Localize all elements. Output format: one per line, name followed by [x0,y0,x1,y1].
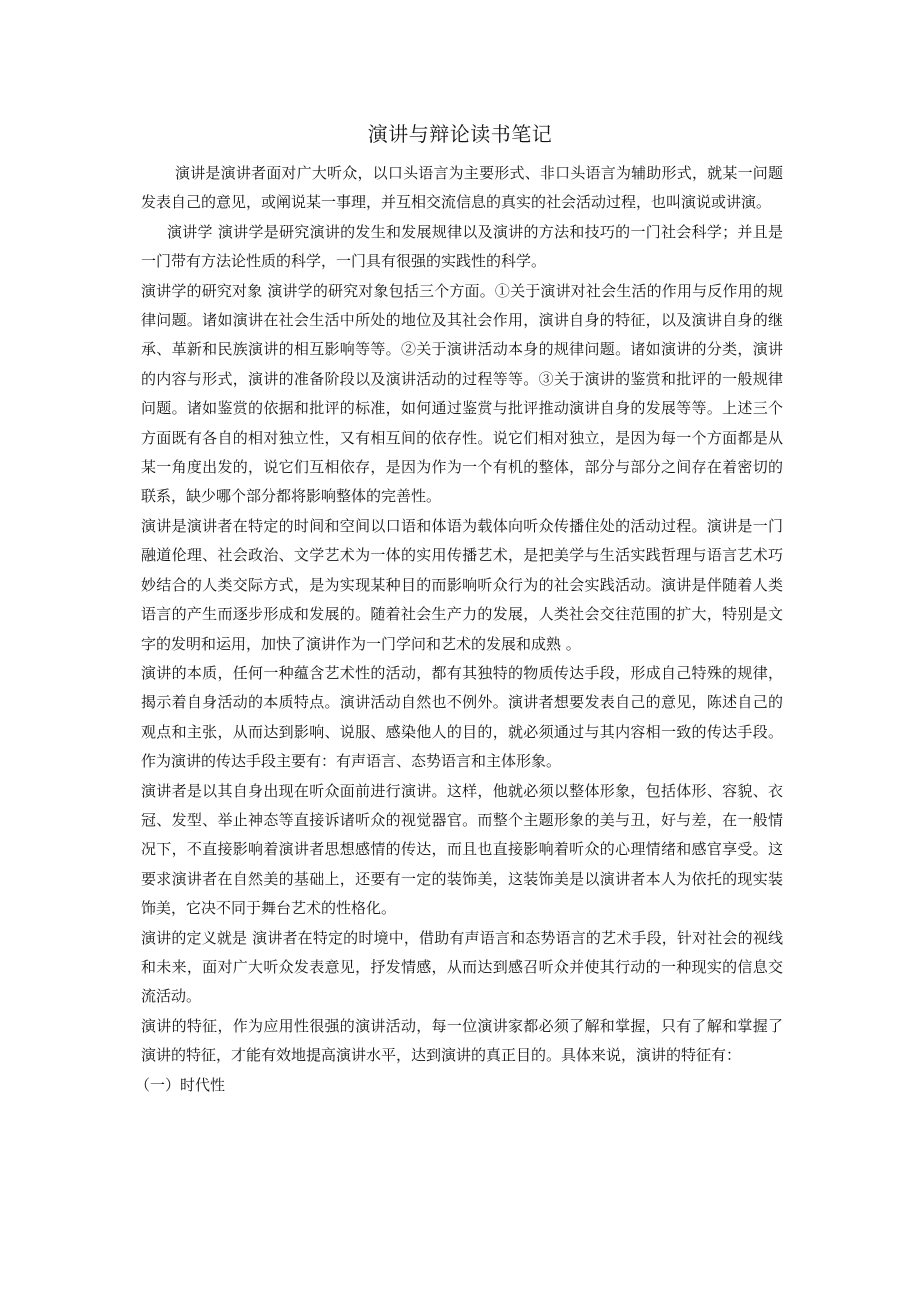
document-body [135,159,783,1100]
paragraph-definition: 演讲是演讲者面对广大听众，以口头语言为主要形式、非口头语言为辅助形式，就某一问题发表自己的意见，或阐说某一事理，并互相交流信息的真实的社会活动过程，也叫演说或讲演。 [141,164,783,212]
paragraph-speech-definition: 演讲的定义就是 演讲者在特定的时境中，借助有声语言和态势语言的艺术手段，针对社会的视线和未来，面对广大听众发表意见，抒发情感，从而达到感召听众并使其行动的一种现实的信息交流活动。 [141,928,783,1006]
paragraph-speech-process: 演讲是演讲者在特定的时间和空间以口语和体语为载体向听众传播住处的活动过程。演讲是一门融道伦理、社会政治、文学艺术为一体的实用传播艺术，是把美学与生活实践哲理与语言艺术巧妙结合的人类交际方式，是为实现某种目的而影响听众行为的社会实践活动。演讲是伴随着人类语言的产生而逐步形成和发展的。随着社会生产力的发展，人类社会交往范围的扩大，特别是文字的发明和运用，加快了演讲作为一门学问和艺术的发展和成熟 。 [141,516,783,653]
paragraph-research-objects: 演讲学的研究对象 演讲学的研究对象包括三个方面。①关于演讲对社会生活的作用与反作用的规律问题。诸如演讲在社会生活中所处的地位及其社会作用，演讲自身的特征，以及演讲自身的继承、革新和民族演讲的相互影响等等。②关于演讲活动本身的规律问题。诸如演讲的分类，演讲的内容与形式，演讲的准备阶段以及演讲活动的过程等等。③关于演讲的鉴赏和批评的一般规律问题。诸如鉴赏的依据和批评的标准，如何通过鉴赏与批评推动演讲自身的发展等等。上述三个方面既有各自的相对独立性，又有相互间的依存性。说它们相对独立，是因为每一个方面都是从某一角度出发的，说它们互相依存，是因为作为一个有机的整体，部分与部分之间存在着密切的联系，缺少哪个部分都将影响整体的完善性。 [141,281,783,506]
paragraph-speech-features: 演讲的特征，作为应用性很强的演讲活动，每一位演讲家都必须了解和掌握，只有了解和掌握了演讲的特征，才能有效地提高演讲水平，达到演讲的真正目的。具体来说，演讲的特征有： [141,1016,783,1065]
paragraph-rhetoric-science: 演讲学 演讲学是研究演讲的发生和发展规律以及演讲的方法和技巧的一门社会科学；并且是一门带有方法论性质的科学，一门具有很强的实践性的科学。 [141,222,783,271]
document-title: 演讲与辩论读书笔记 [367,122,553,146]
paragraph-speech-essence: 演讲的本质，任何一种蕴含艺术性的活动，都有其独特的物质传达手段，形成自己特殊的规律，揭示着自身活动的本质特点。演讲活动自然也不例外。演讲者想要发表自己的意见，陈述自己的观点和主张，从而达到影响、说服、感染他人的目的，就必须通过与其内容相一致的传达手段。作为演讲的传达手段主要有：有声语言、态势语言和主体形象。 [141,663,783,771]
paragraph-speaker-image: 演讲者是以其自身出现在听众面前进行演讲。这样，他就必须以整体形象，包括体形、容貌、衣冠、发型、举止神态等直接诉诸听众的视觉器官。而整个主题形象的美与丑，好与差，在一般情况下，不直接影响着演讲者思想感情的传达，而且也直接影响着听众的心理情绪和感官享受。这要求演讲者在自然美的基础上，还要有一定的装饰美，这装饰美是以演讲者本人为依托的现实装饰美，它决不同于舞台艺术的性格化。 [141,781,783,918]
section-heading-timeliness: （一）时代性 [135,1075,226,1094]
